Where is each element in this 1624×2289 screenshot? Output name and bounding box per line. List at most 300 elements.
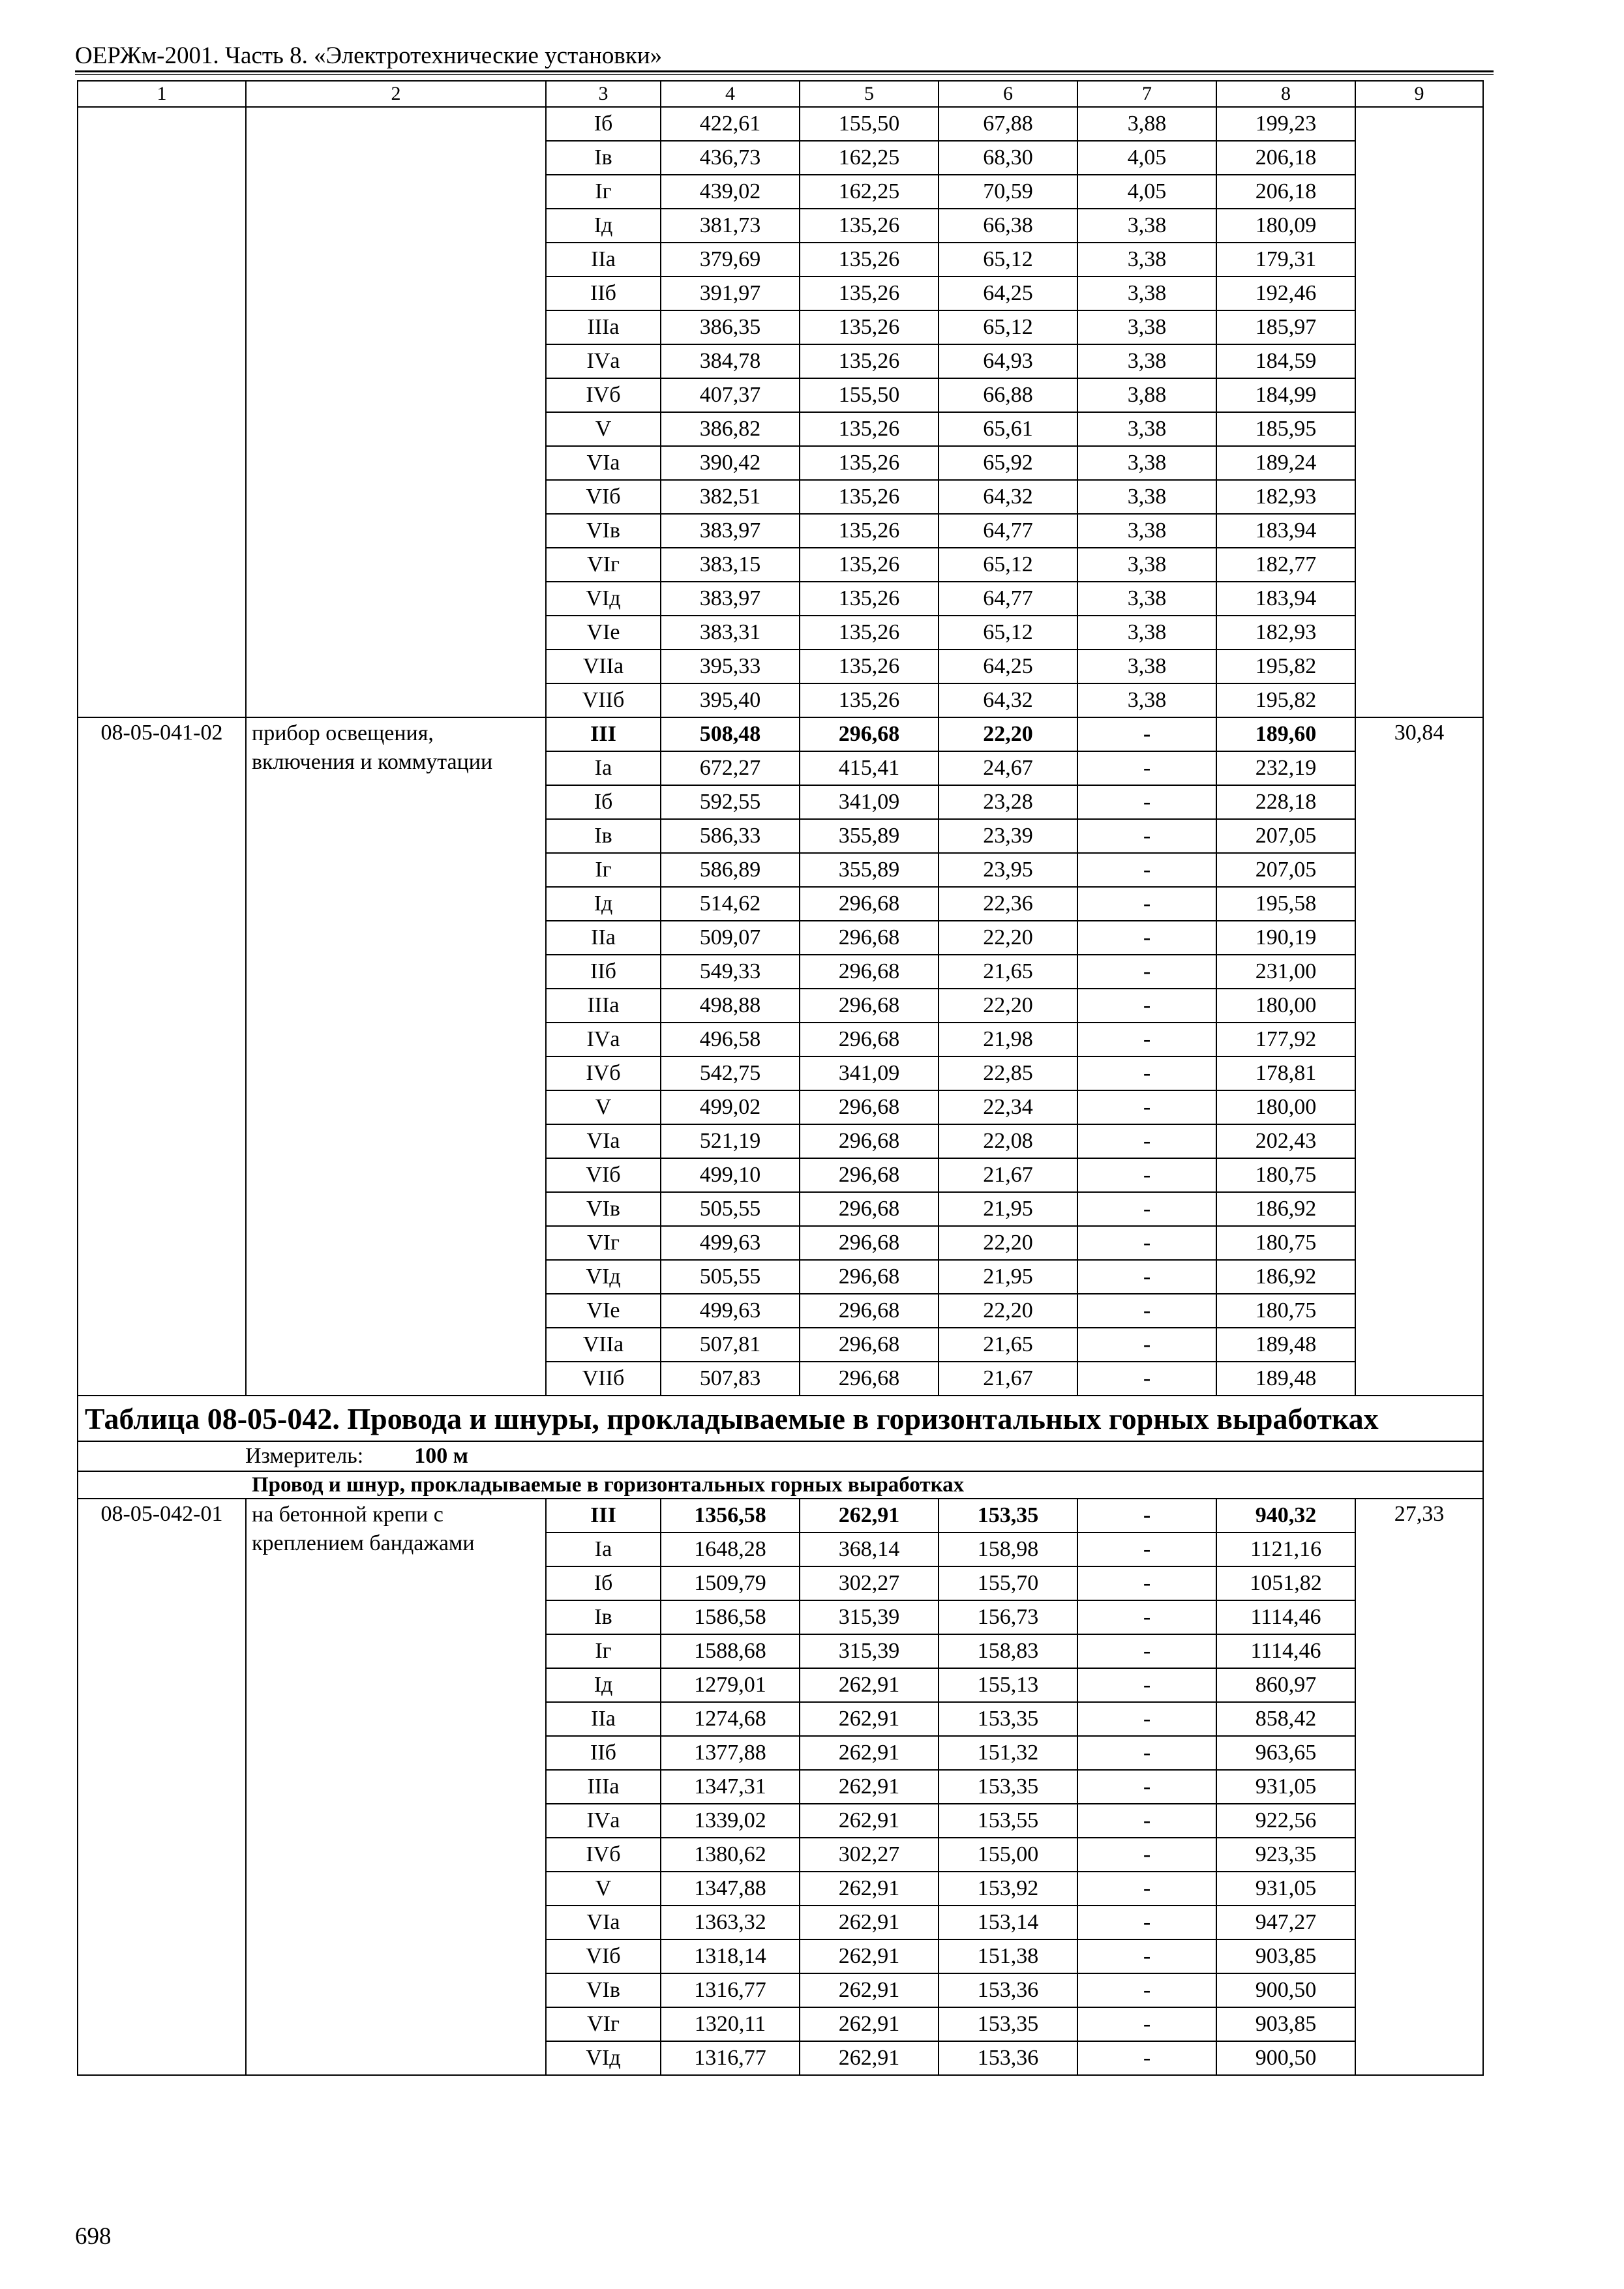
value-cell: 940,32 <box>1216 1499 1355 1533</box>
value-cell: 180,09 <box>1216 209 1355 243</box>
value-cell: 507,81 <box>661 1328 800 1362</box>
region-cell: VIIа <box>546 650 661 683</box>
value-cell: 135,26 <box>800 310 939 344</box>
value-cell: 153,35 <box>939 1770 1077 1804</box>
value-cell: - <box>1077 785 1216 819</box>
region-cell: Iб <box>546 107 661 141</box>
price-cell: 30,84 <box>1355 717 1483 1396</box>
value-cell: 22,20 <box>939 717 1077 751</box>
value-cell: 22,20 <box>939 1294 1077 1328</box>
value-cell: 162,25 <box>800 175 939 209</box>
value-cell: 182,77 <box>1216 548 1355 582</box>
value-cell: - <box>1077 1023 1216 1056</box>
region-cell: VIв <box>546 1192 661 1226</box>
value-cell: 207,05 <box>1216 819 1355 853</box>
value-cell: 508,48 <box>661 717 800 751</box>
value-cell: 180,00 <box>1216 989 1355 1023</box>
value-cell: - <box>1077 1260 1216 1294</box>
value-cell: - <box>1077 1533 1216 1566</box>
value-cell: 183,94 <box>1216 582 1355 616</box>
value-cell: 64,25 <box>939 650 1077 683</box>
value-cell: 262,91 <box>800 1770 939 1804</box>
table-row <box>78 107 1483 141</box>
header-rule-thin <box>75 74 1494 75</box>
value-cell: 21,65 <box>939 1328 1077 1362</box>
value-cell: 232,19 <box>1216 751 1355 785</box>
column-number: 3 <box>546 81 661 107</box>
value-cell: - <box>1077 1872 1216 1906</box>
region-cell: Iд <box>546 209 661 243</box>
value-cell: 262,91 <box>800 1973 939 2007</box>
value-cell: 3,38 <box>1077 582 1216 616</box>
value-cell: 296,68 <box>800 1090 939 1124</box>
header-rule <box>75 70 1494 72</box>
value-cell: 505,55 <box>661 1192 800 1226</box>
region-cell: IIIа <box>546 989 661 1023</box>
description-cell <box>246 107 546 717</box>
description-cell: прибор освещения, включения и коммутации <box>246 717 546 1396</box>
region-cell: Iа <box>546 1533 661 1566</box>
region-cell: IIа <box>546 921 661 955</box>
value-cell: 368,14 <box>800 1533 939 1566</box>
value-cell: 1588,68 <box>661 1634 800 1668</box>
value-cell: 158,98 <box>939 1533 1077 1566</box>
value-cell: - <box>1077 1600 1216 1634</box>
value-cell: 302,27 <box>800 1566 939 1600</box>
value-cell: 183,94 <box>1216 514 1355 548</box>
value-cell: - <box>1077 1736 1216 1770</box>
value-cell: 64,77 <box>939 582 1077 616</box>
value-cell: 153,35 <box>939 1702 1077 1736</box>
value-cell: 860,97 <box>1216 1668 1355 1702</box>
value-cell: 3,38 <box>1077 446 1216 480</box>
value-cell: 923,35 <box>1216 1838 1355 1872</box>
value-cell: 1586,58 <box>661 1600 800 1634</box>
value-cell: 155,50 <box>800 107 939 141</box>
value-cell: 195,82 <box>1216 650 1355 683</box>
region-cell: Iг <box>546 853 661 887</box>
value-cell: - <box>1077 1328 1216 1362</box>
value-cell: - <box>1077 819 1216 853</box>
value-cell: 199,23 <box>1216 107 1355 141</box>
value-cell: 296,68 <box>800 1362 939 1396</box>
value-cell: 3,38 <box>1077 650 1216 683</box>
value-cell: 391,97 <box>661 277 800 310</box>
value-cell: 262,91 <box>800 2007 939 2041</box>
value-cell: 135,26 <box>800 243 939 277</box>
value-cell: 153,35 <box>939 1499 1077 1533</box>
value-cell: 315,39 <box>800 1600 939 1634</box>
value-cell: 155,00 <box>939 1838 1077 1872</box>
value-cell: 296,68 <box>800 1192 939 1226</box>
value-cell: 390,42 <box>661 446 800 480</box>
value-cell: 162,25 <box>800 141 939 175</box>
value-cell: 296,68 <box>800 955 939 989</box>
value-cell: 153,35 <box>939 2007 1077 2041</box>
value-cell: 65,12 <box>939 616 1077 650</box>
table-row <box>78 717 1483 751</box>
column-number: 5 <box>800 81 939 107</box>
value-cell: 151,38 <box>939 1939 1077 1973</box>
region-cell: VIа <box>546 1124 661 1158</box>
value-cell: 206,18 <box>1216 141 1355 175</box>
code-cell: 08-05-041-02 <box>78 717 246 1396</box>
value-cell: 184,59 <box>1216 344 1355 378</box>
region-cell: III <box>546 717 661 751</box>
region-cell: VIг <box>546 2007 661 2041</box>
region-cell: IVб <box>546 1056 661 1090</box>
value-cell: - <box>1077 921 1216 955</box>
column-number: 9 <box>1355 81 1483 107</box>
region-cell: VIб <box>546 1158 661 1192</box>
value-cell: 21,67 <box>939 1362 1077 1396</box>
value-cell: - <box>1077 955 1216 989</box>
value-cell: 202,43 <box>1216 1124 1355 1158</box>
value-cell: 206,18 <box>1216 175 1355 209</box>
value-cell: 3,38 <box>1077 412 1216 446</box>
value-cell: 296,68 <box>800 1260 939 1294</box>
region-cell: VIIб <box>546 683 661 717</box>
value-cell: 1316,77 <box>661 1973 800 2007</box>
value-cell: 64,32 <box>939 480 1077 514</box>
value-cell: 262,91 <box>800 1804 939 1838</box>
value-cell: 262,91 <box>800 1668 939 1702</box>
value-cell: 65,12 <box>939 243 1077 277</box>
value-cell: 549,33 <box>661 955 800 989</box>
value-cell: 135,26 <box>800 582 939 616</box>
value-cell: 65,61 <box>939 412 1077 446</box>
value-cell: - <box>1077 853 1216 887</box>
value-cell: 21,98 <box>939 1023 1077 1056</box>
value-cell: 383,15 <box>661 548 800 582</box>
value-cell: 386,82 <box>661 412 800 446</box>
value-cell: 315,39 <box>800 1634 939 1668</box>
region-cell: Iа <box>546 751 661 785</box>
price-cell <box>1355 107 1483 717</box>
column-number-row <box>78 81 1483 107</box>
value-cell: - <box>1077 1770 1216 1804</box>
value-cell: 66,38 <box>939 209 1077 243</box>
value-cell: 262,91 <box>800 1702 939 1736</box>
value-cell: 21,95 <box>939 1192 1077 1226</box>
table-title: Таблица 08-05-042. Провода и шнуры, прокладываемые в горизонтальных горных выработках <box>78 1396 1483 1441</box>
value-cell: 24,67 <box>939 751 1077 785</box>
value-cell: 156,73 <box>939 1600 1077 1634</box>
region-cell: Iб <box>546 785 661 819</box>
value-cell: 135,26 <box>800 412 939 446</box>
region-cell: VIд <box>546 1260 661 1294</box>
value-cell: 3,38 <box>1077 683 1216 717</box>
region-cell: VIб <box>546 480 661 514</box>
value-cell: 296,68 <box>800 921 939 955</box>
value-cell: - <box>1077 1192 1216 1226</box>
value-cell: 21,65 <box>939 955 1077 989</box>
value-cell: 586,89 <box>661 853 800 887</box>
region-cell: IVа <box>546 1023 661 1056</box>
value-cell: 135,26 <box>800 277 939 310</box>
value-cell: 1316,77 <box>661 2041 800 2075</box>
value-cell: 858,42 <box>1216 1702 1355 1736</box>
value-cell: 195,58 <box>1216 887 1355 921</box>
region-cell: VIд <box>546 2041 661 2075</box>
value-cell: 1339,02 <box>661 1804 800 1838</box>
value-cell: 179,31 <box>1216 243 1355 277</box>
value-cell: 66,88 <box>939 378 1077 412</box>
section-heading-cell <box>78 1471 1483 1499</box>
column-number: 1 <box>78 81 246 107</box>
value-cell: 262,91 <box>800 1499 939 1533</box>
value-cell: 185,95 <box>1216 412 1355 446</box>
value-cell: 185,97 <box>1216 310 1355 344</box>
value-cell: 499,63 <box>661 1226 800 1260</box>
value-cell: 189,24 <box>1216 446 1355 480</box>
region-cell: IIб <box>546 1736 661 1770</box>
value-cell: 21,95 <box>939 1260 1077 1294</box>
value-cell: 186,92 <box>1216 1192 1355 1226</box>
value-cell: 195,82 <box>1216 683 1355 717</box>
value-cell: - <box>1077 1124 1216 1158</box>
value-cell: 1363,32 <box>661 1906 800 1939</box>
value-cell: 922,56 <box>1216 1804 1355 1838</box>
value-cell: 3,38 <box>1077 548 1216 582</box>
value-cell: 21,67 <box>939 1158 1077 1192</box>
value-cell: - <box>1077 2041 1216 2075</box>
page-number: 698 <box>75 2223 112 2250</box>
value-cell: 135,26 <box>800 616 939 650</box>
region-cell: IIIа <box>546 1770 661 1804</box>
value-cell: 383,97 <box>661 582 800 616</box>
value-cell: - <box>1077 1090 1216 1124</box>
value-cell: 192,46 <box>1216 277 1355 310</box>
region-cell: VIа <box>546 1906 661 1939</box>
value-cell: - <box>1077 1973 1216 2007</box>
region-cell: IIа <box>546 243 661 277</box>
value-cell: 135,26 <box>800 683 939 717</box>
value-cell: 3,38 <box>1077 344 1216 378</box>
value-cell: 228,18 <box>1216 785 1355 819</box>
value-cell: 296,68 <box>800 1124 939 1158</box>
value-cell: - <box>1077 1804 1216 1838</box>
value-cell: 190,19 <box>1216 921 1355 955</box>
value-cell: 64,25 <box>939 277 1077 310</box>
value-cell: 262,91 <box>800 1906 939 1939</box>
region-cell: Iд <box>546 1668 661 1702</box>
region-cell: VIд <box>546 582 661 616</box>
table-row <box>78 1499 1483 1533</box>
value-cell: 1318,14 <box>661 1939 800 1973</box>
value-cell: 68,30 <box>939 141 1077 175</box>
value-cell: 381,73 <box>661 209 800 243</box>
value-cell: 135,26 <box>800 548 939 582</box>
value-cell: 903,85 <box>1216 2007 1355 2041</box>
column-number: 4 <box>661 81 800 107</box>
region-cell: IIб <box>546 277 661 310</box>
value-cell: 395,40 <box>661 683 800 717</box>
value-cell: - <box>1077 751 1216 785</box>
value-cell: 155,50 <box>800 378 939 412</box>
region-cell: VIIб <box>546 1362 661 1396</box>
value-cell: 153,14 <box>939 1906 1077 1939</box>
value-cell: 4,05 <box>1077 175 1216 209</box>
value-cell: 64,32 <box>939 683 1077 717</box>
value-cell: 23,28 <box>939 785 1077 819</box>
value-cell: 1320,11 <box>661 2007 800 2041</box>
value-cell: 383,31 <box>661 616 800 650</box>
value-cell: 3,38 <box>1077 514 1216 548</box>
value-cell: - <box>1077 887 1216 921</box>
value-cell: 586,33 <box>661 819 800 853</box>
value-cell: 22,34 <box>939 1090 1077 1124</box>
value-cell: 592,55 <box>661 785 800 819</box>
section-row <box>78 1471 1483 1499</box>
region-cell: IVб <box>546 378 661 412</box>
value-cell: 384,78 <box>661 344 800 378</box>
value-cell: 1114,46 <box>1216 1600 1355 1634</box>
rates-table <box>77 80 1484 2076</box>
value-cell: 296,68 <box>800 887 939 921</box>
value-cell: 947,27 <box>1216 1906 1355 1939</box>
value-cell: 186,92 <box>1216 1260 1355 1294</box>
value-cell: 1347,88 <box>661 1872 800 1906</box>
value-cell: 180,75 <box>1216 1158 1355 1192</box>
value-cell: 262,91 <box>800 1736 939 1770</box>
value-cell: 931,05 <box>1216 1770 1355 1804</box>
region-cell: V <box>546 1090 661 1124</box>
value-cell: - <box>1077 1668 1216 1702</box>
region-cell: Iв <box>546 141 661 175</box>
value-cell: - <box>1077 989 1216 1023</box>
value-cell: 153,55 <box>939 1804 1077 1838</box>
region-cell: IVа <box>546 344 661 378</box>
value-cell: - <box>1077 1294 1216 1328</box>
measure-cell <box>78 1441 1483 1471</box>
value-cell: 155,13 <box>939 1668 1077 1702</box>
value-cell: 496,58 <box>661 1023 800 1056</box>
value-cell: 22,20 <box>939 989 1077 1023</box>
value-cell: 499,63 <box>661 1294 800 1328</box>
measure-row <box>78 1441 1483 1471</box>
value-cell: 153,36 <box>939 1973 1077 2007</box>
value-cell: 900,50 <box>1216 2041 1355 2075</box>
value-cell: 507,83 <box>661 1362 800 1396</box>
value-cell: 177,92 <box>1216 1023 1355 1056</box>
value-cell: 1377,88 <box>661 1736 800 1770</box>
value-cell: 262,91 <box>800 1939 939 1973</box>
value-cell: 135,26 <box>800 344 939 378</box>
value-cell: 3,38 <box>1077 616 1216 650</box>
value-cell: 379,69 <box>661 243 800 277</box>
value-cell: 383,97 <box>661 514 800 548</box>
value-cell: 355,89 <box>800 853 939 887</box>
value-cell: 341,09 <box>800 785 939 819</box>
value-cell: - <box>1077 1566 1216 1600</box>
value-cell: 64,93 <box>939 344 1077 378</box>
value-cell: 231,00 <box>1216 955 1355 989</box>
value-cell: 505,55 <box>661 1260 800 1294</box>
value-cell: 1380,62 <box>661 1838 800 1872</box>
value-cell: - <box>1077 2007 1216 2041</box>
value-cell: 262,91 <box>800 1872 939 1906</box>
value-cell: 135,26 <box>800 446 939 480</box>
region-cell: III <box>546 1499 661 1533</box>
column-number: 6 <box>939 81 1077 107</box>
value-cell: 4,05 <box>1077 141 1216 175</box>
value-cell: 422,61 <box>661 107 800 141</box>
value-cell: 509,07 <box>661 921 800 955</box>
value-cell: 178,81 <box>1216 1056 1355 1090</box>
value-cell: 1648,28 <box>661 1533 800 1566</box>
value-cell: 499,02 <box>661 1090 800 1124</box>
value-cell: 3,38 <box>1077 243 1216 277</box>
value-cell: 3,38 <box>1077 277 1216 310</box>
value-cell: 1356,58 <box>661 1499 800 1533</box>
value-cell: 22,08 <box>939 1124 1077 1158</box>
value-cell: 189,48 <box>1216 1328 1355 1362</box>
value-cell: 22,20 <box>939 1226 1077 1260</box>
value-cell: 135,26 <box>800 514 939 548</box>
value-cell: 1274,68 <box>661 1702 800 1736</box>
value-cell: - <box>1077 1158 1216 1192</box>
region-cell: V <box>546 412 661 446</box>
value-cell: 135,26 <box>800 650 939 683</box>
value-cell: 22,36 <box>939 887 1077 921</box>
region-cell: VIг <box>546 548 661 582</box>
value-cell: 395,33 <box>661 650 800 683</box>
region-cell: Iб <box>546 1566 661 1600</box>
value-cell: - <box>1077 1939 1216 1973</box>
value-cell: 23,95 <box>939 853 1077 887</box>
value-cell: 436,73 <box>661 141 800 175</box>
value-cell: 900,50 <box>1216 1973 1355 2007</box>
value-cell: 3,38 <box>1077 310 1216 344</box>
measure-value: 100 м <box>414 1444 468 1468</box>
value-cell: 296,68 <box>800 1328 939 1362</box>
region-cell: IVа <box>546 1804 661 1838</box>
value-cell: 180,75 <box>1216 1294 1355 1328</box>
column-number: 2 <box>246 81 546 107</box>
region-cell: VIв <box>546 1973 661 2007</box>
value-cell: 3,88 <box>1077 378 1216 412</box>
region-cell: VIе <box>546 616 661 650</box>
value-cell: 184,99 <box>1216 378 1355 412</box>
value-cell: 963,65 <box>1216 1736 1355 1770</box>
region-cell: Iд <box>546 887 661 921</box>
value-cell: - <box>1077 1499 1216 1533</box>
value-cell: 296,68 <box>800 1023 939 1056</box>
value-cell: 182,93 <box>1216 616 1355 650</box>
region-cell: VIа <box>546 446 661 480</box>
value-cell: 65,12 <box>939 548 1077 582</box>
value-cell: 153,36 <box>939 2041 1077 2075</box>
value-cell: 499,10 <box>661 1158 800 1192</box>
value-cell: - <box>1077 1634 1216 1668</box>
value-cell: 1509,79 <box>661 1566 800 1600</box>
value-cell: 386,35 <box>661 310 800 344</box>
region-cell: VIе <box>546 1294 661 1328</box>
value-cell: 521,19 <box>661 1124 800 1158</box>
region-cell: VIг <box>546 1226 661 1260</box>
region-cell: V <box>546 1872 661 1906</box>
value-cell: - <box>1077 717 1216 751</box>
price-cell: 27,33 <box>1355 1499 1483 2075</box>
value-cell: 22,85 <box>939 1056 1077 1090</box>
value-cell: 514,62 <box>661 887 800 921</box>
region-cell: IIа <box>546 1702 661 1736</box>
value-cell: 672,27 <box>661 751 800 785</box>
value-cell: 296,68 <box>800 717 939 751</box>
region-cell: Iв <box>546 819 661 853</box>
value-cell: 439,02 <box>661 175 800 209</box>
